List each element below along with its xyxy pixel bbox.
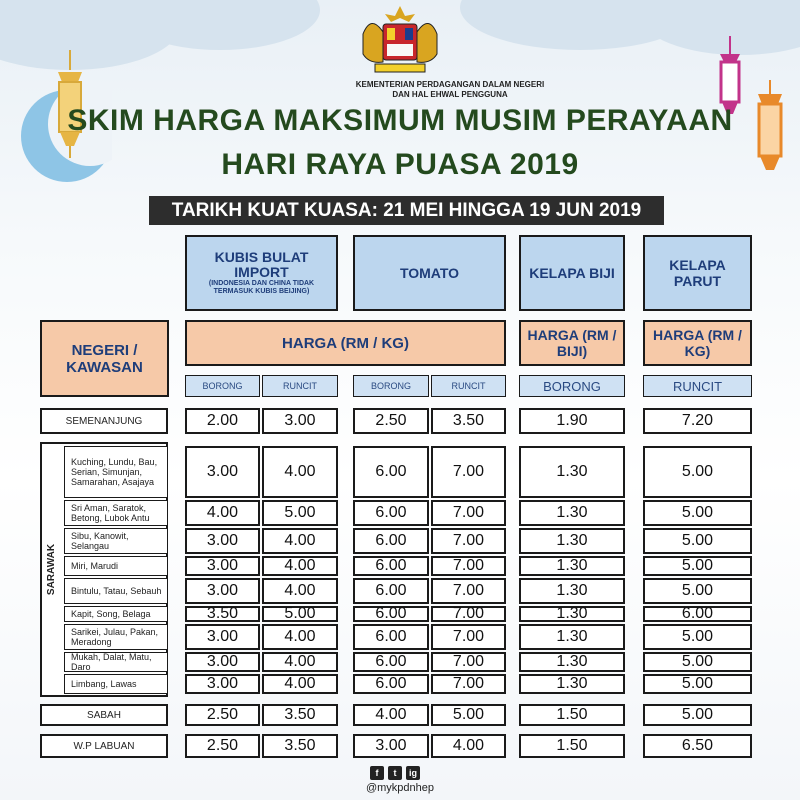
price-cell-tr: 4.00 [431,734,506,758]
price-cell-kelapa_biji: 1.30 [519,606,625,622]
price-cell-tb: 6.00 [353,556,429,576]
region-label: Sibu, Kanowit, Selangau [64,528,168,554]
price-cell-tb: 6.00 [353,624,429,650]
title-line-2: HARI RAYA PUASA 2019 [221,148,579,181]
price-cell-tr: 7.00 [431,446,506,498]
price-cell-kb: 3.00 [185,652,260,672]
price-cell-kelapa_parut: 5.00 [643,528,752,554]
social-handle[interactable]: @mykpdnhep [365,782,435,794]
price-cell-kr: 4.00 [262,578,338,604]
sarawak-label-wrap [40,442,64,697]
price-cell-tr: 5.00 [431,704,506,726]
region-label: Sri Aman, Saratok, Betong, Lubok Antu [64,500,168,526]
price-cell-kelapa_parut: 5.00 [643,446,752,498]
header-harga-parut: HARGA (RM / KG) [643,320,752,366]
region-label: Sarikei, Julau, Pakan, Meradong [64,624,168,650]
price-cell-kelapa_parut: 7.20 [643,408,752,434]
region-label: Kuching, Lundu, Bau, Serian, Simunjan, Samarahan, Asajaya [64,446,168,498]
facebook-icon[interactable]: f [370,766,384,780]
price-cell-kelapa_parut: 5.00 [643,674,752,694]
region-label: Kapit, Song, Belaga [64,606,168,622]
ministry-name [290,80,610,100]
coat-of-arms-logo [357,4,443,80]
price-cell-tb: 2.50 [353,408,429,434]
price-cell-kr: 4.00 [262,446,338,498]
social-icons [370,766,420,780]
title-line-1: SKIM HARGA MAKSIMUM MUSIM PERAYAAN [67,104,733,137]
price-cell-kb: 2.50 [185,704,260,726]
subheader-tomato-runcit: RUNCIT [431,375,506,397]
price-cell-kb: 3.00 [185,446,260,498]
price-cell-kelapa_biji: 1.30 [519,624,625,650]
kubis-title: KUBIS BULAT IMPORT [214,249,309,280]
price-cell-tb: 6.00 [353,652,429,672]
price-cell-kb: 3.00 [185,578,260,604]
price-cell-kb: 2.50 [185,734,260,758]
header-kelapa-parut: KELAPA PARUT [643,235,752,311]
region-label: Mukah, Dalat, Matu, Daro [64,652,168,672]
price-cell-kb: 2.00 [185,408,260,434]
region-label: Limbang, Lawas [64,674,168,694]
ministry-line-2: DAN HAL EHWAL PENGGUNA [392,90,508,99]
twitter-icon[interactable]: t [388,766,402,780]
header-region: NEGERI / KAWASAN [40,320,169,397]
subheader-tomato-borong: BORONG [353,375,429,397]
price-cell-kelapa_biji: 1.30 [519,528,625,554]
price-cell-kelapa_parut: 5.00 [643,578,752,604]
price-cell-kb: 3.00 [185,624,260,650]
price-cell-tr: 7.00 [431,652,506,672]
price-cell-tr: 7.00 [431,556,506,576]
effective-date-band: TARIKH KUAT KUASA: 21 MEI HINGGA 19 JUN 2019 [149,196,664,225]
price-cell-kelapa_parut: 6.00 [643,606,752,622]
price-cell-tb: 6.00 [353,446,429,498]
price-cell-kr: 4.00 [262,674,338,694]
price-cell-tr: 7.00 [431,674,506,694]
instagram-icon[interactable]: ig [406,766,420,780]
price-cell-tr: 7.00 [431,624,506,650]
price-cell-tb: 6.00 [353,528,429,554]
price-cell-kr: 3.00 [262,408,338,434]
header-kelapa-biji: KELAPA BIJI [519,235,625,311]
price-cell-kelapa_biji: 1.30 [519,500,625,526]
price-cell-kelapa_parut: 5.00 [643,500,752,526]
price-cell-tb: 6.00 [353,606,429,622]
price-cell-kr: 3.50 [262,734,338,758]
price-cell-kelapa_parut: 5.00 [643,624,752,650]
region-label: Bintulu, Tatau, Sebauh [64,578,168,604]
subheader-kubis-runcit: RUNCIT [262,375,338,397]
price-cell-tr: 7.00 [431,500,506,526]
price-cell-kr: 4.00 [262,556,338,576]
price-cell-kr: 4.00 [262,624,338,650]
region-label: SABAH [40,704,168,726]
region-label: Miri, Marudi [64,556,168,576]
price-cell-kelapa_biji: 1.50 [519,734,625,758]
subheader-kubis-borong: BORONG [185,375,260,397]
price-cell-tr: 3.50 [431,408,506,434]
price-cell-kelapa_biji: 1.30 [519,652,625,672]
subheader-kelapa-parut-runcit: RUNCIT [643,375,752,397]
price-cell-kb: 3.00 [185,556,260,576]
price-cell-tr: 7.00 [431,578,506,604]
price-cell-kelapa_biji: 1.30 [519,674,625,694]
price-cell-kr: 3.50 [262,704,338,726]
price-cell-tb: 6.00 [353,674,429,694]
price-cell-kr: 5.00 [262,500,338,526]
price-cell-tr: 7.00 [431,606,506,622]
price-cell-kb: 4.00 [185,500,260,526]
price-cell-kelapa_biji: 1.30 [519,556,625,576]
price-cell-kelapa_biji: 1.50 [519,704,625,726]
price-cell-kelapa_parut: 6.50 [643,734,752,758]
price-cell-kelapa_parut: 5.00 [643,652,752,672]
header-harga-kg: HARGA (RM / KG) [185,320,506,366]
price-cell-kelapa_biji: 1.30 [519,446,625,498]
price-cell-kr: 4.00 [262,652,338,672]
header-kubis [185,235,338,311]
price-cell-tb: 3.00 [353,734,429,758]
ministry-line-1: KEMENTERIAN PERDAGANGAN DALAM NEGERI [355,80,545,89]
region-label: SEMENANJUNG [40,408,168,434]
region-label: W.P LABUAN [40,734,168,758]
price-cell-kb: 3.00 [185,674,260,694]
price-cell-tb: 6.00 [353,578,429,604]
price-cell-tb: 6.00 [353,500,429,526]
price-cell-kelapa_biji: 1.30 [519,578,625,604]
subheader-kelapa-biji-borong: BORONG [519,375,625,397]
sarawak-label: SARAWAK [46,543,58,596]
price-cell-kr: 4.00 [262,528,338,554]
price-cell-kb: 3.50 [185,606,260,622]
kubis-note: (INDONESIA DAN CHINA TIDAK TERMASUK KUBIS BEIJING) [208,280,315,295]
header-harga-biji: HARGA (RM / BIJI) [519,320,625,366]
price-cell-kr: 5.00 [262,606,338,622]
header-tomato: TOMATO [353,235,506,311]
price-cell-tr: 7.00 [431,528,506,554]
price-cell-tb: 4.00 [353,704,429,726]
price-cell-kb: 3.00 [185,528,260,554]
price-cell-kelapa_parut: 5.00 [643,704,752,726]
price-cell-kelapa_biji: 1.90 [519,408,625,434]
price-cell-kelapa_parut: 5.00 [643,556,752,576]
